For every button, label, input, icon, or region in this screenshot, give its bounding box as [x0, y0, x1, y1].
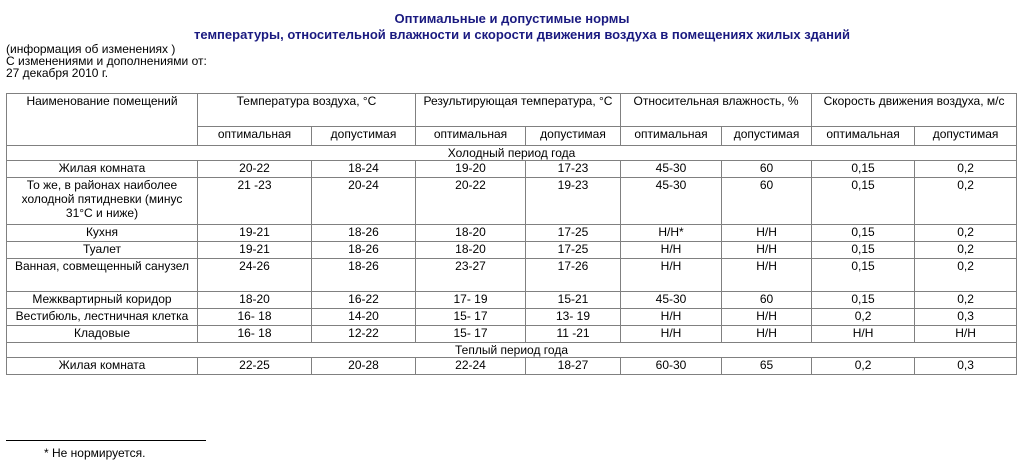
- value-cell: Н/Н*: [621, 225, 722, 242]
- value-cell: 20-24: [312, 178, 416, 225]
- value-cell: 0,2: [915, 161, 1017, 178]
- value-cell: 60: [722, 178, 812, 225]
- value-cell: 65: [722, 358, 812, 375]
- value-cell: 0,2: [812, 309, 915, 326]
- norms-table: [6, 93, 1017, 375]
- value-cell: Н/Н: [722, 326, 812, 343]
- document-title: [0, 0, 1024, 43]
- changes-info-link[interactable]: (информация об изменениях ): [6, 42, 176, 56]
- room-name-cell: Ванная, совмещенный санузел: [7, 259, 198, 292]
- value-cell: 18-26: [312, 242, 416, 259]
- value-cell: Н/Н: [621, 326, 722, 343]
- value-cell: 17-26: [526, 259, 621, 292]
- title-line-2: температуры, относительной влажности и скорости движения воздуха в помещениях жилых зданий: [194, 27, 850, 42]
- value-cell: 20-28: [312, 358, 416, 375]
- value-cell: 0,15: [812, 225, 915, 242]
- value-cell: 20-22: [198, 161, 312, 178]
- room-name-cell: Туалет: [7, 242, 198, 259]
- value-cell: 0,2: [915, 178, 1017, 225]
- value-cell: 18-20: [198, 292, 312, 309]
- value-cell: 18-27: [526, 358, 621, 375]
- value-cell: Н/Н: [722, 259, 812, 292]
- room-name-cell: Межквартирный коридор: [7, 292, 198, 309]
- value-cell: 13- 19: [526, 309, 621, 326]
- value-cell: 60: [722, 292, 812, 309]
- value-cell: 0,15: [812, 178, 915, 225]
- room-name-cell: Жилая комната: [7, 161, 198, 178]
- value-cell: 24-26: [198, 259, 312, 292]
- header-result-temp: Результирующая температура, °С: [416, 94, 621, 127]
- section-row-cold: [7, 146, 1017, 161]
- room-name-cell: Вестибюль, лестничная клетка: [7, 309, 198, 326]
- value-cell: 17-23: [526, 161, 621, 178]
- table-row: [7, 161, 1017, 178]
- value-cell: Н/Н: [722, 309, 812, 326]
- value-cell: 0,2: [915, 242, 1017, 259]
- value-cell: 0,15: [812, 259, 915, 292]
- header-humidity: Относительная влажность, %: [621, 94, 812, 127]
- value-cell: 17-25: [526, 242, 621, 259]
- section-warm-period: Теплый период года: [7, 343, 1017, 358]
- subheader-allowed: допустимая: [526, 127, 621, 146]
- value-cell: Н/Н: [722, 225, 812, 242]
- value-cell: 17-25: [526, 225, 621, 242]
- value-cell: 17- 19: [416, 292, 526, 309]
- value-cell: 15-21: [526, 292, 621, 309]
- table-row: [7, 292, 1017, 309]
- section-row-warm: [7, 343, 1017, 358]
- value-cell: 15- 17: [416, 326, 526, 343]
- value-cell: 0,15: [812, 292, 915, 309]
- value-cell: 18-26: [312, 259, 416, 292]
- subheader-optimal: оптимальная: [198, 127, 312, 146]
- value-cell: 19-21: [198, 242, 312, 259]
- value-cell: 12-22: [312, 326, 416, 343]
- room-name-cell: Кухня: [7, 225, 198, 242]
- table-row: [7, 358, 1017, 375]
- subheader-allowed: допустимая: [312, 127, 416, 146]
- table-row: [7, 259, 1017, 292]
- value-cell: Н/Н: [621, 242, 722, 259]
- value-cell: 21 -23: [198, 178, 312, 225]
- room-name-cell: Кладовые: [7, 326, 198, 343]
- cold-period-body: [7, 161, 1017, 343]
- table-row: [7, 326, 1017, 343]
- value-cell: 18-20: [416, 242, 526, 259]
- value-cell: 18-26: [312, 225, 416, 242]
- value-cell: 0,2: [915, 225, 1017, 242]
- header-air-speed: Скорость движения воздуха, м/с: [812, 94, 1017, 127]
- value-cell: 18-20: [416, 225, 526, 242]
- table-row: [7, 309, 1017, 326]
- header-air-temp: Температура воздуха, °С: [198, 94, 416, 127]
- changes-line-2: 27 декабря 2010 г.: [6, 66, 109, 80]
- value-cell: 16-22: [312, 292, 416, 309]
- value-cell: 60: [722, 161, 812, 178]
- value-cell: 19-23: [526, 178, 621, 225]
- value-cell: 45-30: [621, 178, 722, 225]
- value-cell: 45-30: [621, 161, 722, 178]
- room-name-cell: Жилая комната: [7, 358, 198, 375]
- value-cell: 16- 18: [198, 309, 312, 326]
- header-room: Наименование помещений: [7, 94, 198, 146]
- value-cell: Н/Н: [621, 309, 722, 326]
- value-cell: 16- 18: [198, 326, 312, 343]
- value-cell: 19-20: [416, 161, 526, 178]
- changes-line-1: С изменениями и дополнениями от:: [6, 54, 207, 68]
- value-cell: 18-24: [312, 161, 416, 178]
- value-cell: 0,2: [812, 358, 915, 375]
- value-cell: Н/Н: [915, 326, 1017, 343]
- value-cell: 0,2: [915, 259, 1017, 292]
- title-line-1: Оптимальные и допустимые нормы: [394, 11, 630, 26]
- value-cell: 45-30: [621, 292, 722, 309]
- table-row: [7, 225, 1017, 242]
- value-cell: 23-27: [416, 259, 526, 292]
- value-cell: 19-21: [198, 225, 312, 242]
- value-cell: 14-20: [312, 309, 416, 326]
- value-cell: Н/Н: [722, 242, 812, 259]
- subheader-optimal: оптимальная: [416, 127, 526, 146]
- value-cell: 0,3: [915, 309, 1017, 326]
- subheader-allowed: допустимая: [915, 127, 1017, 146]
- value-cell: 22-24: [416, 358, 526, 375]
- subheader-optimal: оптимальная: [812, 127, 915, 146]
- value-cell: 0,15: [812, 161, 915, 178]
- subheader-optimal: оптимальная: [621, 127, 722, 146]
- room-name-cell: То же, в районах наиболее холодной пятидневки (минус 31°С и ниже): [7, 178, 198, 225]
- value-cell: Н/Н: [621, 259, 722, 292]
- footnote-divider: [6, 440, 206, 441]
- warm-period-body: [7, 358, 1017, 375]
- value-cell: 22-25: [198, 358, 312, 375]
- value-cell: 0,15: [812, 242, 915, 259]
- value-cell: 0,3: [915, 358, 1017, 375]
- value-cell: 15- 17: [416, 309, 526, 326]
- table-header-row: [7, 94, 1017, 127]
- value-cell: Н/Н: [812, 326, 915, 343]
- subheader-allowed: допустимая: [722, 127, 812, 146]
- document-meta: [6, 43, 1024, 79]
- value-cell: 0,2: [915, 292, 1017, 309]
- value-cell: 11 -21: [526, 326, 621, 343]
- section-cold-period: Холодный период года: [7, 146, 1017, 161]
- value-cell: 60-30: [621, 358, 722, 375]
- footnote: * Не нормируется.: [44, 446, 146, 460]
- value-cell: 20-22: [416, 178, 526, 225]
- table-row: [7, 242, 1017, 259]
- table-row: [7, 178, 1017, 225]
